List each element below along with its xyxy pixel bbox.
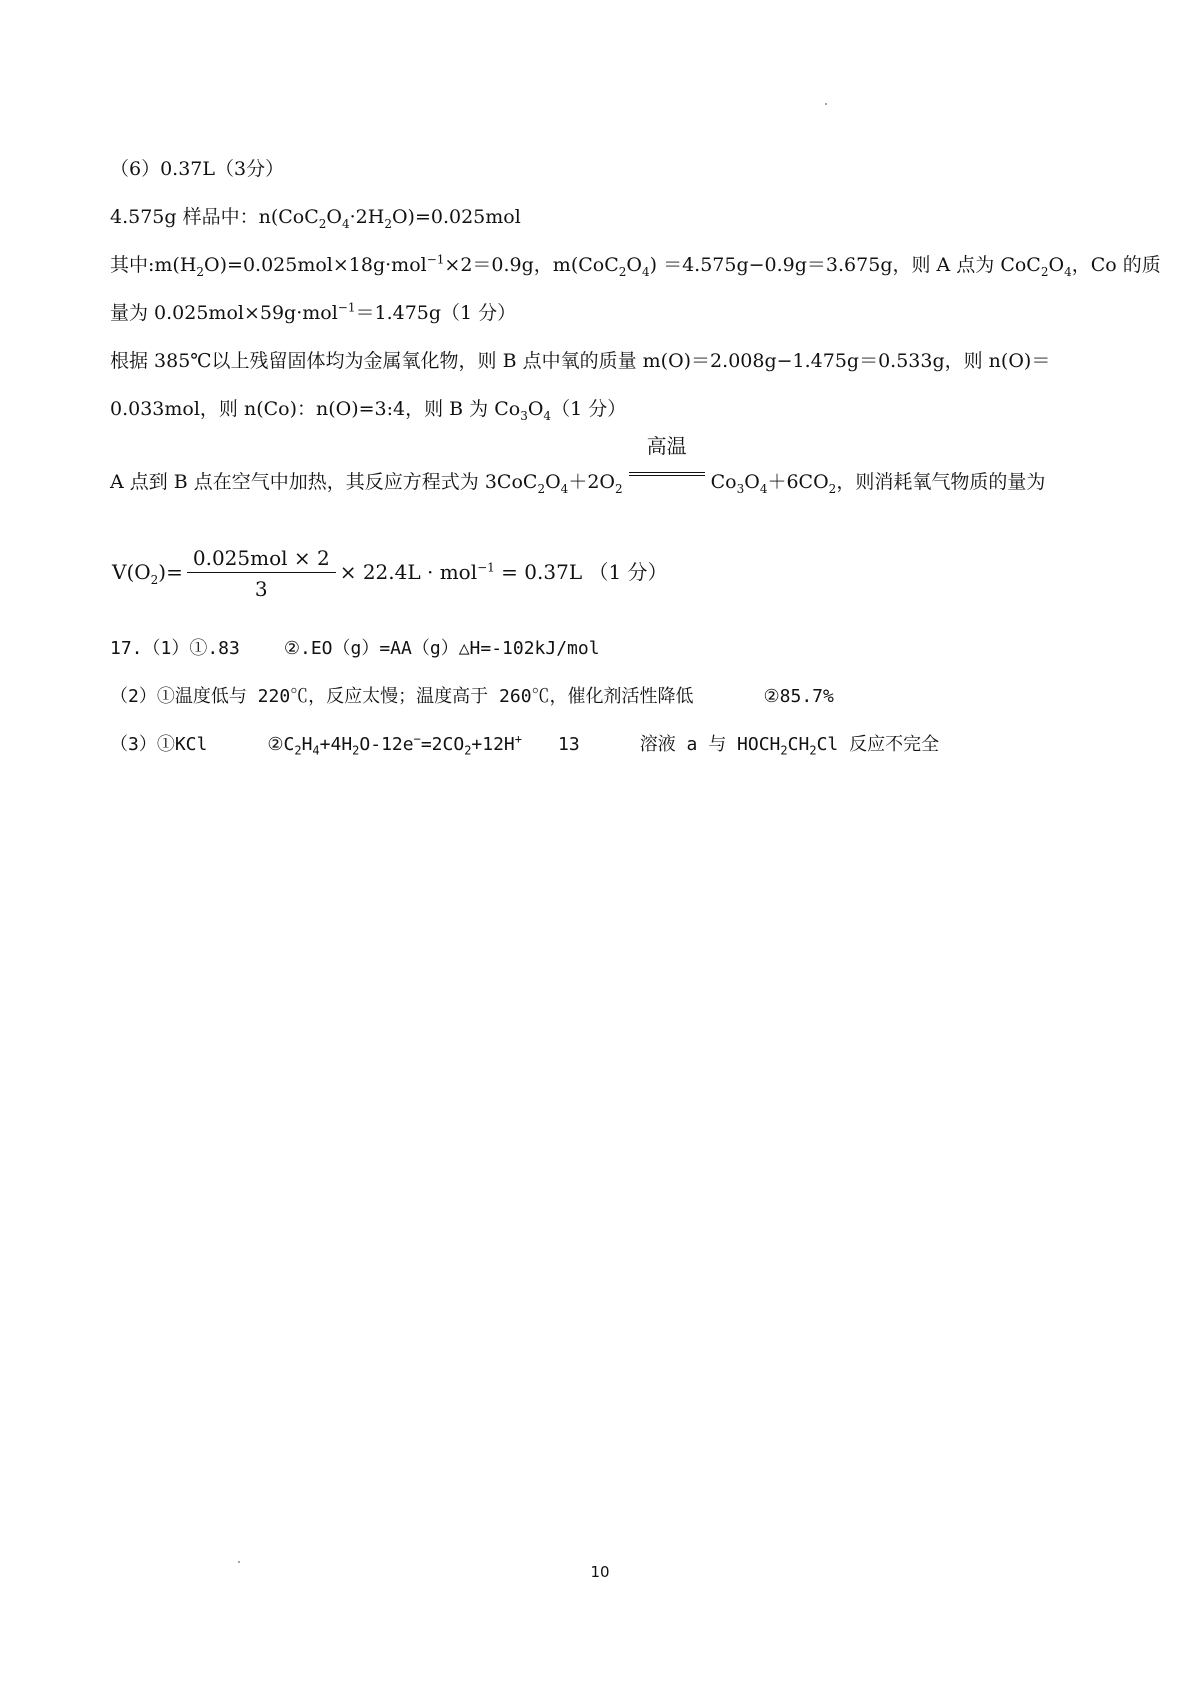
- reaction-line: A 点到 B 点在空气中加热，其反应方程式为 $3CoC_2O_4+2O_2$ 高温 $Co_3O_4+6CO_2$，则消耗氧气物质的量为: [110, 434, 1046, 496]
- mass-line-1: 其中$:m(H_2O)=0.025mol\times 18g\cdot mol^{-1}\times 2=0.9g$，$m(CoC_2O_4) =4.575g-0.9g=3.675g$，则 A 点为 $CoC_2O_4$，Co 的质: [110, 252, 1161, 279]
- double-bar: [629, 472, 705, 476]
- oxygen-line-1: 根据 385℃以上残留固体均为金属氧化物，则 B 点中氧的质量 m(O)＝2.008g−1.475g＝0.533g，则 n(O)＝: [110, 350, 1051, 372]
- q6-title: （6）0.37L（3分）: [110, 158, 285, 180]
- mass-line-2: 量为 0.025mol×59g·mol$^{-1}$＝1.475g（1 分）: [110, 300, 517, 324]
- oxygen-line-2: 0.033mol，则 n(Co)：n(O)=3:4，则 B 为 $Co_3O_4(1$ 分）: [110, 398, 627, 423]
- q17-part2: （2）①温度低与 220℃，反应太慢；温度高于 260℃，催化剂活性降低 ②85.7%: [110, 686, 834, 707]
- volume-formula: $V(O_2)=$ $\frac{\text{0.025mol × 2}}{3}$ × 22.4L · mol$^{-1}$ = 0.37L （1 分）: [112, 546, 668, 601]
- q17-part1: 17.（1）①.83 ②.EO（g）=AA（g）△H=-102kJ/mol: [110, 638, 600, 659]
- page-number: 10: [590, 1563, 610, 1581]
- sample-line: 4.575g 样品中：$n(CoC_2O_4\cdot 2H_2O)=0.025mol$: [110, 206, 521, 231]
- reaction-equal-sign: [627, 434, 707, 488]
- q17-part3: （3）①KCl $②C_2H_4+4H_2O-12e^-=2CO_2+12H^+$ 13 溶液 a 与 $HOCH_2CH_2Cl$ 反应不完全: [110, 732, 940, 758]
- reaction-condition: 高温: [646, 434, 687, 458]
- fraction-numerator: 0.025mol × 2: [187, 548, 336, 573]
- volume-fraction: [187, 548, 336, 599]
- scan-speck: [825, 103, 827, 105]
- fraction-denominator: 3: [254, 577, 268, 601]
